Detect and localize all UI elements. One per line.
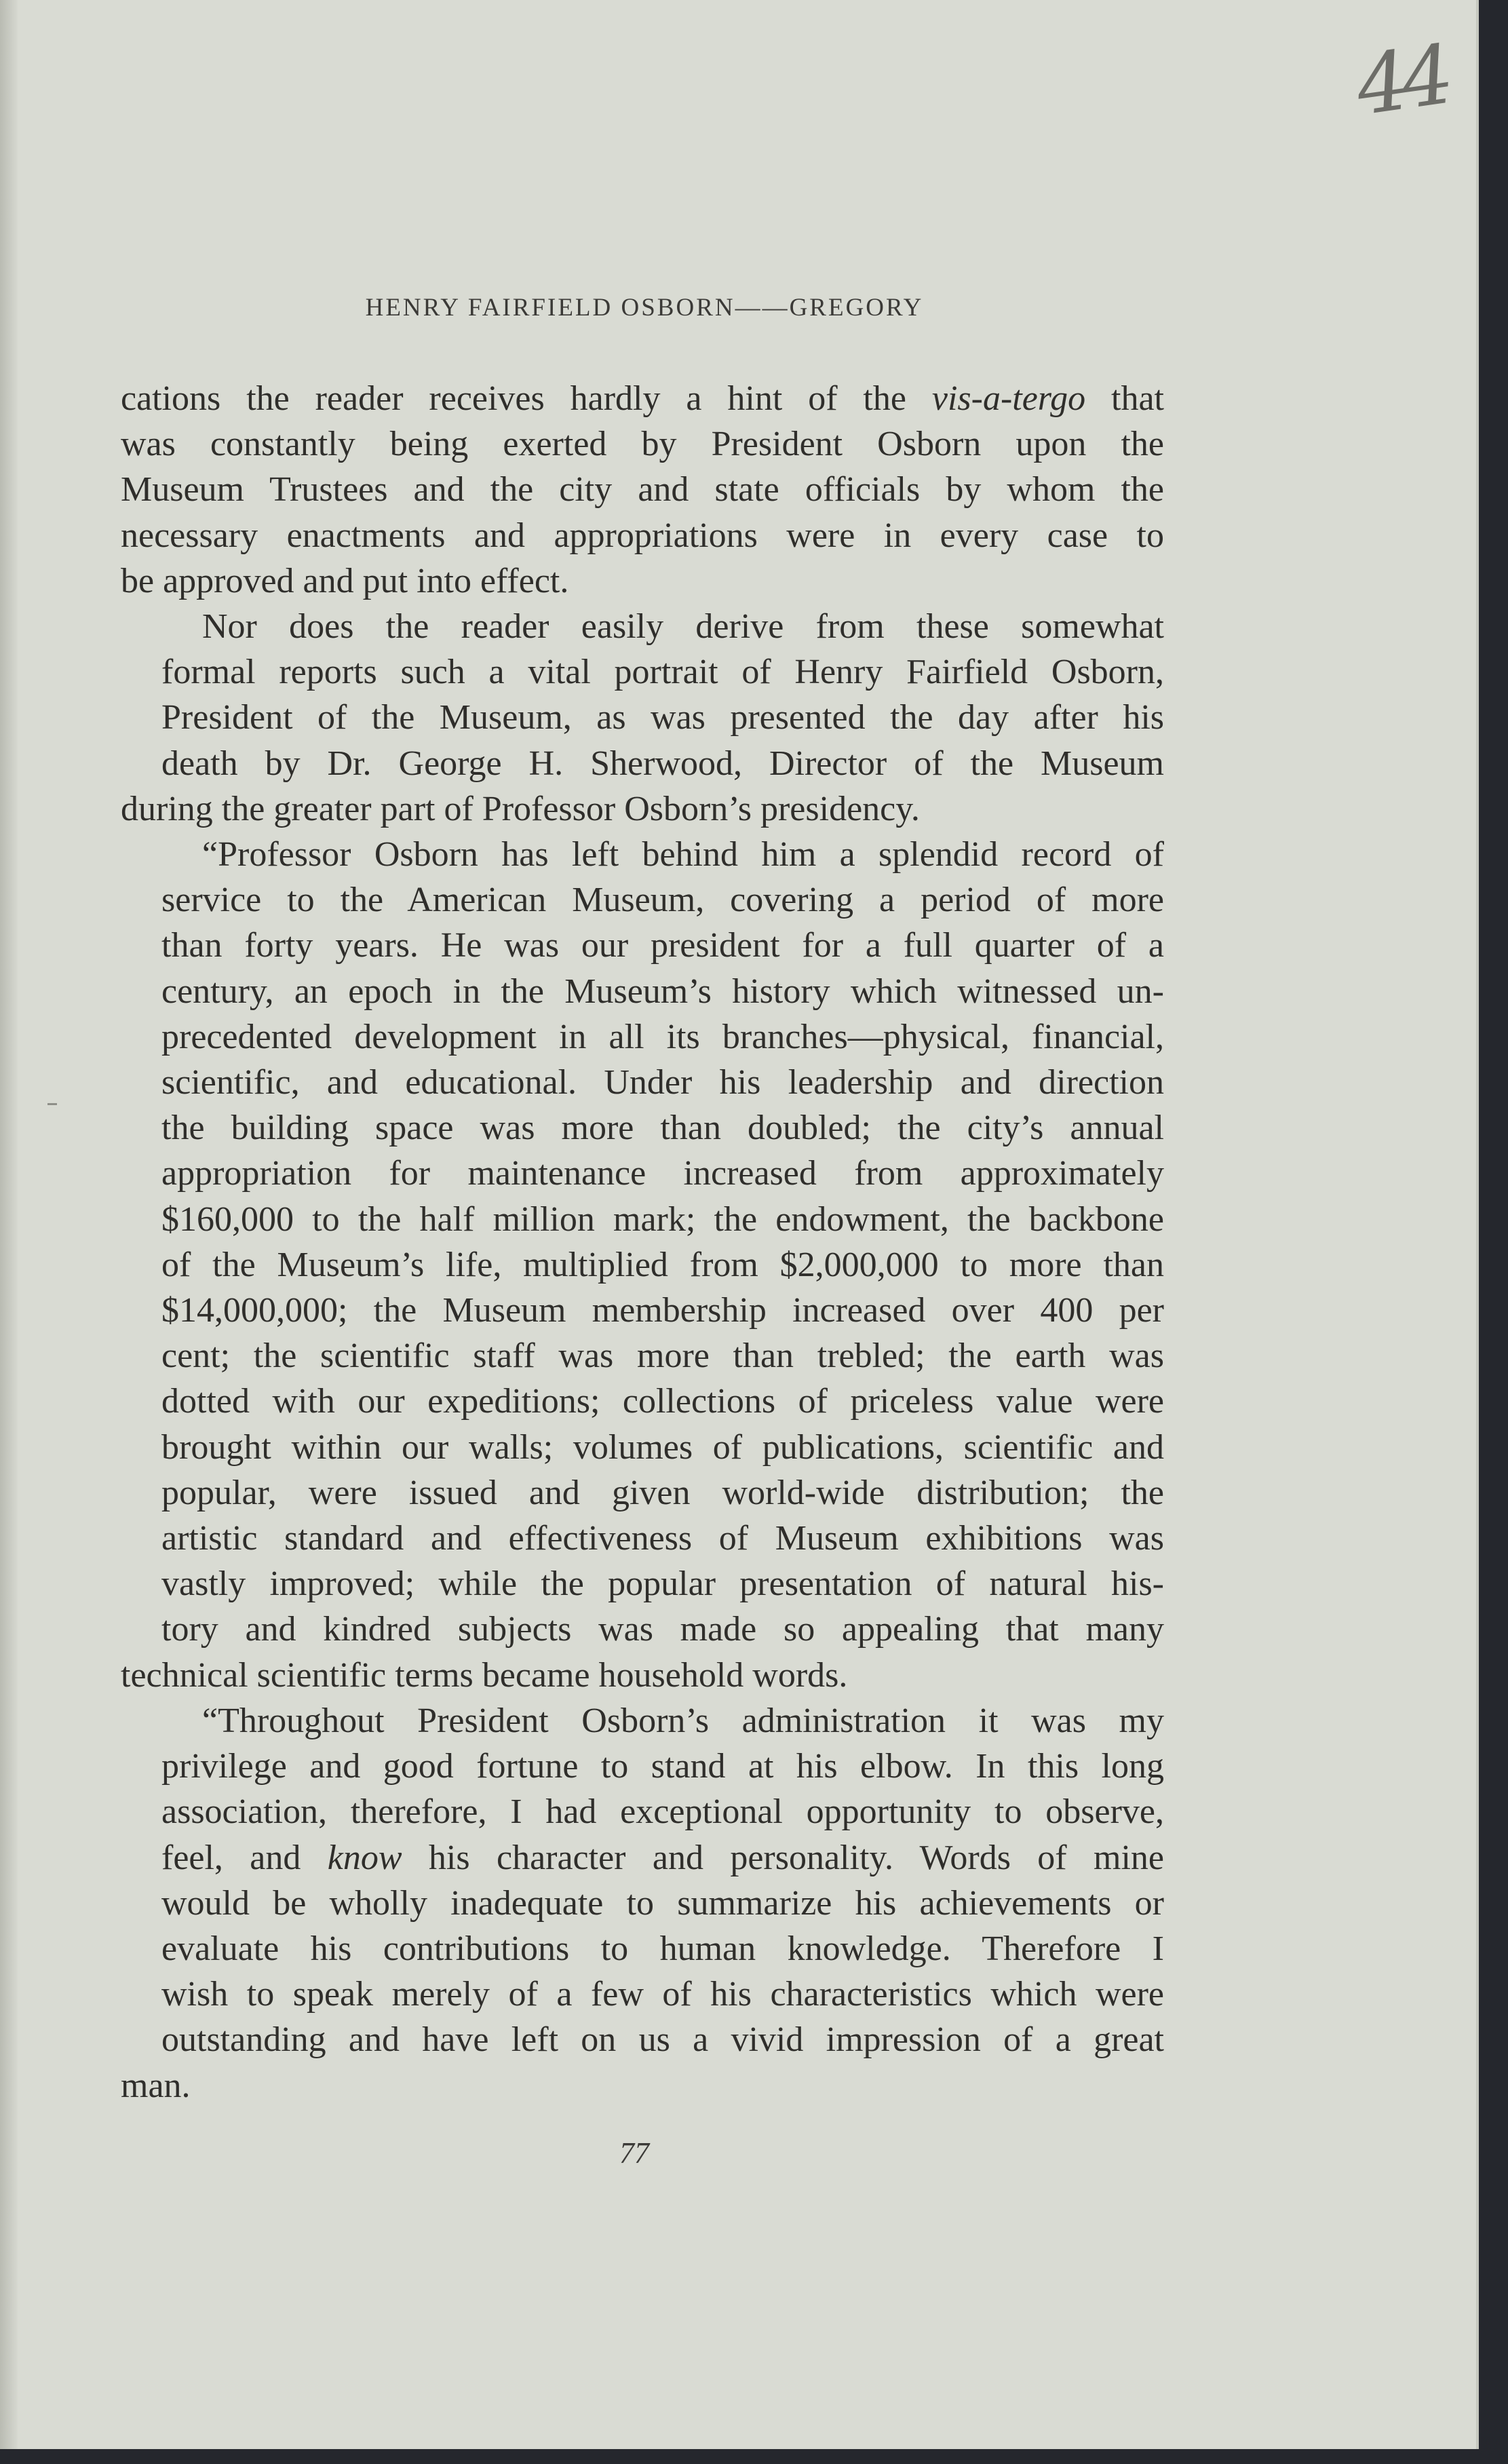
text-line: artistic standard and effectiveness of Museum exhibitions was bbox=[161, 1519, 1164, 1558]
text-line: $14,000,000; the Museum membership increased over 400 per bbox=[161, 1291, 1164, 1330]
text-line: technical scientific terms became household words. bbox=[121, 1655, 848, 1695]
paragraph bbox=[121, 376, 1164, 604]
text-line: vastly improved; while the popular presentation of natural his- bbox=[161, 1564, 1164, 1604]
text-line: dotted with our expeditions; collections of priceless value were bbox=[161, 1382, 1164, 1421]
text-line: than forty years. He was our president for a full quarter of a bbox=[161, 926, 1164, 965]
text-line: cations the reader receives hardly a hint of the vis-a-tergo that bbox=[121, 379, 1164, 418]
body-text bbox=[121, 376, 1164, 2109]
text-line: wish to speak merely of a few of his characteristics which were bbox=[161, 1975, 1164, 2014]
text-line: century, an epoch in the Museum’s history which witnessed un- bbox=[161, 971, 1164, 1011]
text-line: tory and kindred subjects was made so appealing that many bbox=[161, 1610, 1164, 1649]
text-line: feel, and know his character and personality. Words of mine bbox=[161, 1838, 1164, 1877]
text-line: “Professor Osborn has left behind him a splendid record of bbox=[202, 835, 1164, 874]
text-line: scientific, and educational. Under his leadership and direction bbox=[161, 1063, 1164, 1102]
text-line: $160,000 to the half million mark; the endowment, the backbone bbox=[161, 1199, 1164, 1239]
text-line: precedented development in all its branches—physical, financial, bbox=[161, 1017, 1164, 1056]
paragraph bbox=[121, 832, 1164, 1698]
text-line: the building space was more than doubled; the city’s annual bbox=[161, 1109, 1164, 1148]
text-line: popular, were issued and given world-wide distribution; the bbox=[161, 1473, 1164, 1512]
text-line: necessary enactments and appropriations were in every case to bbox=[121, 516, 1164, 555]
text-line: cent; the scientific staff was more than trebled; the earth was bbox=[161, 1336, 1164, 1376]
text-line: privilege and good fortune to stand at his elbow. In this long bbox=[161, 1747, 1164, 1786]
text-line: death by Dr. George H. Sherwood, Director of the Museum bbox=[161, 744, 1164, 783]
text-line: appropriation for maintenance increased from approximately bbox=[161, 1154, 1164, 1193]
margin-mark bbox=[47, 1103, 57, 1105]
text-line: man. bbox=[121, 2066, 191, 2105]
text-line: evaluate his contributions to human knowledge. Therefore I bbox=[161, 1929, 1164, 1968]
text-line: during the greater part of Professor Osborn’s presidency. bbox=[121, 789, 920, 828]
text-line: Museum Trustees and the city and state officials by whom the bbox=[121, 470, 1164, 509]
page-number: 77 bbox=[619, 2136, 649, 2170]
text-line: formal reports such a vital portrait of Henry Fairfield Osborn, bbox=[161, 653, 1164, 692]
paragraph bbox=[121, 1698, 1164, 2109]
handwritten-folio-number: 44 bbox=[1350, 28, 1453, 134]
text-line: brought within our walls; volumes of publications, scientific and bbox=[161, 1427, 1164, 1467]
running-head: HENRY FAIRFIELD OSBORN——GREGORY bbox=[365, 294, 924, 322]
text-line: was constantly being exerted by President Osborn upon the bbox=[121, 425, 1164, 464]
text-line: President of the Museum, as was presented the day after his bbox=[161, 698, 1164, 737]
text-line: of the Museum’s life, multiplied from $2,000,000 to more than bbox=[161, 1245, 1164, 1284]
binding-shadow bbox=[0, 0, 18, 2449]
text-line: service to the American Museum, covering a period of more bbox=[161, 881, 1164, 920]
text-line: outstanding and have left on us a vivid impression of a great bbox=[161, 2020, 1164, 2060]
text-line: would be wholly inadequate to summarize his achievements or bbox=[161, 1883, 1164, 1923]
text-line: be approved and put into effect. bbox=[121, 561, 569, 600]
text-line: “Throughout President Osborn’s administration it was my bbox=[202, 1701, 1164, 1740]
text-line: Nor does the reader easily derive from these somewhat bbox=[202, 607, 1164, 647]
paragraph bbox=[121, 604, 1164, 832]
text-line: association, therefore, I had exceptional opportunity to observe, bbox=[161, 1792, 1164, 1832]
